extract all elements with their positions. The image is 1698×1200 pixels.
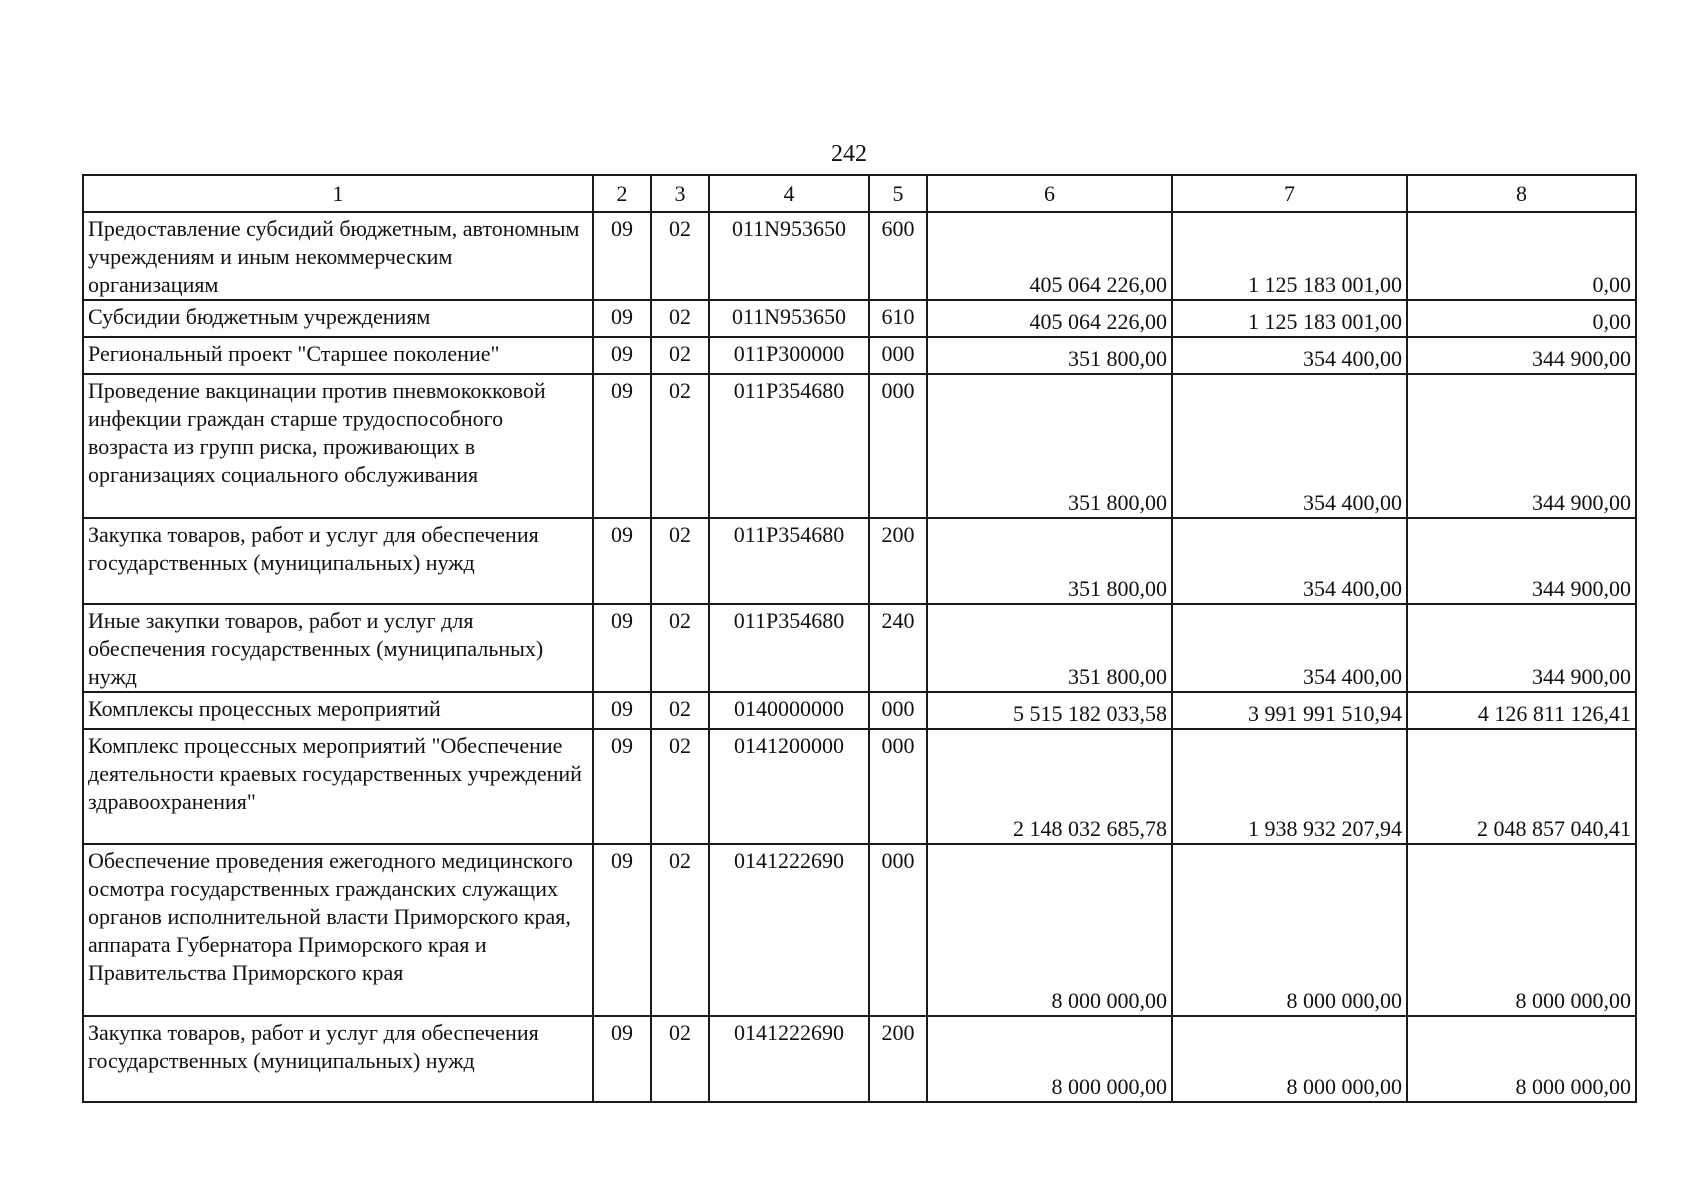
table-row xyxy=(83,300,1636,337)
column-header: 5 xyxy=(869,175,927,212)
table-row xyxy=(83,604,1636,692)
amount-col7-cell: 354 400,00 xyxy=(1172,337,1407,374)
table-row xyxy=(83,692,1636,729)
section-code-cell: 09 xyxy=(593,692,651,729)
expense-type-code-cell: 000 xyxy=(869,844,927,1016)
row-name-cell: Региональный проект "Старшее поколение" xyxy=(83,337,593,374)
row-name-cell: Комплексы процессных мероприятий xyxy=(83,692,593,729)
row-name-cell: Иные закупки товаров, работ и услуг для обеспечения государственных (муниципальных) нужд xyxy=(83,604,593,692)
target-item-code-cell: 011N953650 xyxy=(709,212,869,300)
amount-col6-cell: 2 148 032 685,78 xyxy=(927,729,1172,844)
amount-col7-cell: 1 125 183 001,00 xyxy=(1172,300,1407,337)
amount-col6-cell: 351 800,00 xyxy=(927,518,1172,604)
amount-col7-cell: 354 400,00 xyxy=(1172,374,1407,518)
expense-type-code-cell: 000 xyxy=(869,337,927,374)
expense-type-code-cell: 600 xyxy=(869,212,927,300)
row-name-cell: Предоставление субсидий бюджетным, автономным учреждениям и иным некоммерческим организациям xyxy=(83,212,593,300)
expense-type-code-cell: 000 xyxy=(869,692,927,729)
page-number: 242 xyxy=(831,141,867,167)
amount-col8-cell: 4 126 811 126,41 xyxy=(1407,692,1636,729)
target-item-code-cell: 0141222690 xyxy=(709,844,869,1016)
table-body xyxy=(83,175,1636,1102)
section-code-cell: 09 xyxy=(593,1016,651,1102)
expense-type-code-cell: 240 xyxy=(869,604,927,692)
column-header: 6 xyxy=(927,175,1172,212)
amount-col6-cell: 8 000 000,00 xyxy=(927,844,1172,1016)
amount-col8-cell: 2 048 857 040,41 xyxy=(1407,729,1636,844)
target-item-code-cell: 011P354680 xyxy=(709,604,869,692)
row-name-cell: Закупка товаров, работ и услуг для обеспечения государственных (муниципальных) нужд xyxy=(83,518,593,604)
subsection-code-cell: 02 xyxy=(651,844,709,1016)
amount-col7-cell: 8 000 000,00 xyxy=(1172,844,1407,1016)
amount-col8-cell: 344 900,00 xyxy=(1407,337,1636,374)
row-name-cell: Проведение вакцинации против пневмококковой инфекции граждан старше трудоспособного возраста из групп риска, проживающих в организациях социального обслуживания xyxy=(83,374,593,518)
amount-col8-cell: 8 000 000,00 xyxy=(1407,1016,1636,1102)
section-code-cell: 09 xyxy=(593,337,651,374)
amount-col6-cell: 351 800,00 xyxy=(927,337,1172,374)
column-header: 7 xyxy=(1172,175,1407,212)
subsection-code-cell: 02 xyxy=(651,1016,709,1102)
column-header: 8 xyxy=(1407,175,1636,212)
amount-col6-cell: 351 800,00 xyxy=(927,604,1172,692)
target-item-code-cell: 0140000000 xyxy=(709,692,869,729)
expense-type-code-cell: 000 xyxy=(869,729,927,844)
section-code-cell: 09 xyxy=(593,844,651,1016)
table-row xyxy=(83,1016,1636,1102)
amount-col8-cell: 0,00 xyxy=(1407,300,1636,337)
amount-col8-cell: 344 900,00 xyxy=(1407,604,1636,692)
table-header-row xyxy=(83,175,1636,212)
table-row xyxy=(83,844,1636,1016)
expense-type-code-cell: 200 xyxy=(869,518,927,604)
section-code-cell: 09 xyxy=(593,518,651,604)
subsection-code-cell: 02 xyxy=(651,212,709,300)
amount-col6-cell: 5 515 182 033,58 xyxy=(927,692,1172,729)
subsection-code-cell: 02 xyxy=(651,374,709,518)
table-row xyxy=(83,212,1636,300)
amount-col8-cell: 344 900,00 xyxy=(1407,374,1636,518)
target-item-code-cell: 011N953650 xyxy=(709,300,869,337)
amount-col6-cell: 405 064 226,00 xyxy=(927,300,1172,337)
amount-col6-cell: 405 064 226,00 xyxy=(927,212,1172,300)
target-item-code-cell: 0141200000 xyxy=(709,729,869,844)
subsection-code-cell: 02 xyxy=(651,604,709,692)
subsection-code-cell: 02 xyxy=(651,518,709,604)
table-row xyxy=(83,337,1636,374)
amount-col7-cell: 354 400,00 xyxy=(1172,518,1407,604)
amount-col8-cell: 344 900,00 xyxy=(1407,518,1636,604)
amount-col8-cell: 0,00 xyxy=(1407,212,1636,300)
target-item-code-cell: 011P354680 xyxy=(709,518,869,604)
column-header: 1 xyxy=(83,175,593,212)
target-item-code-cell: 0141222690 xyxy=(709,1016,869,1102)
amount-col7-cell: 8 000 000,00 xyxy=(1172,1016,1407,1102)
column-header: 4 xyxy=(709,175,869,212)
amount-col8-cell: 8 000 000,00 xyxy=(1407,844,1636,1016)
expense-type-code-cell: 610 xyxy=(869,300,927,337)
table-row xyxy=(83,518,1636,604)
amount-col7-cell: 3 991 991 510,94 xyxy=(1172,692,1407,729)
row-name-cell: Обеспечение проведения ежегодного медицинского осмотра государственных гражданских служащих органов исполнительной власти Приморского края, аппарата Губернатора Приморского края и Правительства Приморского края xyxy=(83,844,593,1016)
amount-col6-cell: 351 800,00 xyxy=(927,374,1172,518)
section-code-cell: 09 xyxy=(593,374,651,518)
target-item-code-cell: 011P300000 xyxy=(709,337,869,374)
expense-type-code-cell: 200 xyxy=(869,1016,927,1102)
column-header: 2 xyxy=(593,175,651,212)
column-header: 3 xyxy=(651,175,709,212)
target-item-code-cell: 011P354680 xyxy=(709,374,869,518)
section-code-cell: 09 xyxy=(593,212,651,300)
budget-table xyxy=(82,174,1637,1103)
amount-col6-cell: 8 000 000,00 xyxy=(927,1016,1172,1102)
subsection-code-cell: 02 xyxy=(651,729,709,844)
row-name-cell: Субсидии бюджетным учреждениям xyxy=(83,300,593,337)
row-name-cell: Комплекс процессных мероприятий "Обеспечение деятельности краевых государственных учреждений здравоохранения" xyxy=(83,729,593,844)
subsection-code-cell: 02 xyxy=(651,300,709,337)
section-code-cell: 09 xyxy=(593,604,651,692)
amount-col7-cell: 354 400,00 xyxy=(1172,604,1407,692)
row-name-cell: Закупка товаров, работ и услуг для обеспечения государственных (муниципальных) нужд xyxy=(83,1016,593,1102)
section-code-cell: 09 xyxy=(593,729,651,844)
amount-col7-cell: 1 125 183 001,00 xyxy=(1172,212,1407,300)
table-row xyxy=(83,374,1636,518)
subsection-code-cell: 02 xyxy=(651,337,709,374)
section-code-cell: 09 xyxy=(593,300,651,337)
subsection-code-cell: 02 xyxy=(651,692,709,729)
table-row xyxy=(83,729,1636,844)
expense-type-code-cell: 000 xyxy=(869,374,927,518)
amount-col7-cell: 1 938 932 207,94 xyxy=(1172,729,1407,844)
